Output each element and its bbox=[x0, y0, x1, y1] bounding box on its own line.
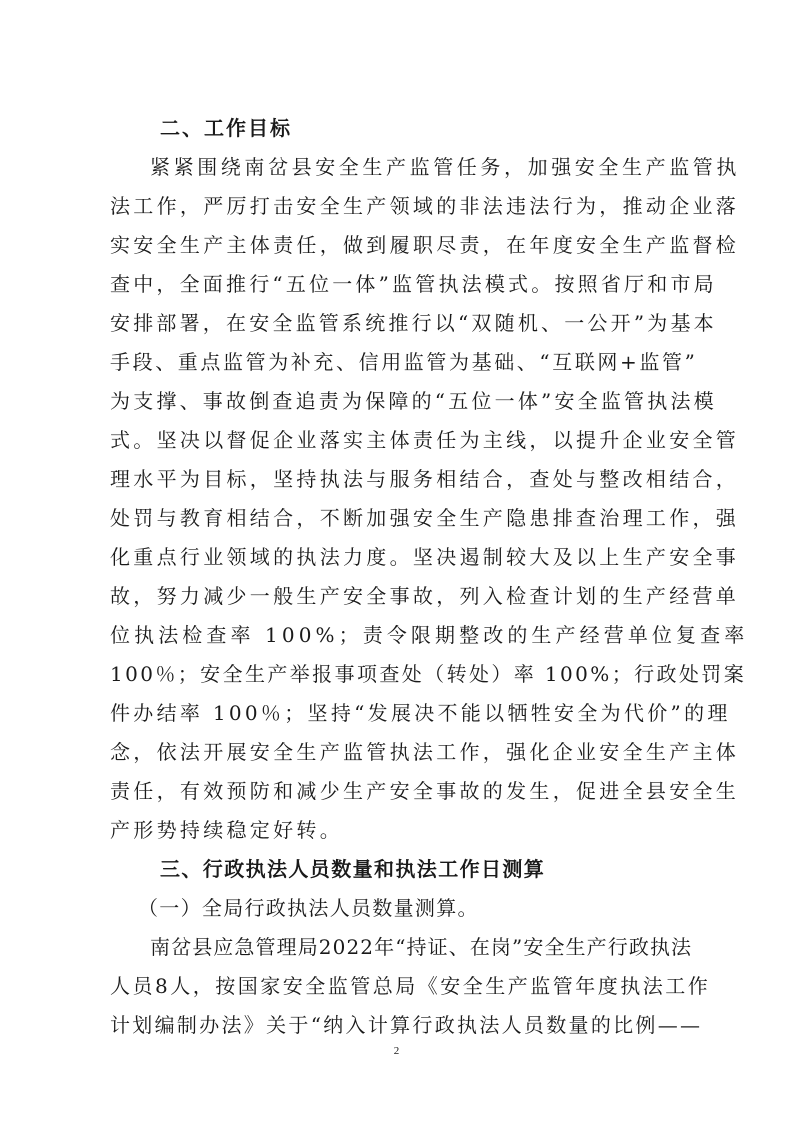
paragraph-line: 理水平为目标，坚持执法与服务相结合，查处与整改相结合， bbox=[110, 467, 740, 491]
paragraph-line: 手段、重点监管为补充、信用监管为基础、“互联网+监管” bbox=[110, 350, 698, 374]
paragraph-line: 产形势持续稳定好转。 bbox=[110, 818, 343, 842]
paragraph-line: 位执法检查率 100%；责令限期整改的生产经营单位复查率 bbox=[110, 623, 749, 647]
paragraph-line: 实安全生产主体责任，做到履职尽责，在年度安全生产监督检 bbox=[110, 233, 740, 257]
paragraph-line: 安排部署，在安全监管系统推行以“双随机、一公开”为基本 bbox=[110, 311, 717, 335]
paragraph-line: 南岔县应急管理局2022年“持证、在岗”安全生产行政执法 bbox=[150, 935, 693, 959]
paragraph-line: 人员8人，按国家安全监管总局《安全生产监管年度执法工作 bbox=[110, 974, 711, 998]
paragraph-line: 法工作，严厉打击安全生产领域的非法违法行为，推动企业落 bbox=[110, 194, 740, 218]
paragraph-line: 处罚与教育相结合，不断加强安全生产隐患排查治理工作，强 bbox=[110, 506, 740, 530]
section-heading-work-goals: 二、工作目标 bbox=[160, 116, 292, 140]
paragraph-line: 件办结率 100％；坚持“发展决不能以牺牲安全为代价”的理 bbox=[110, 701, 731, 725]
paragraph-line: 念，依法开展安全生产监管执法工作，强化企业安全生产主体 bbox=[110, 740, 740, 764]
paragraph-line: 紧紧围绕南岔县安全生产监管任务，加强安全生产监管执 bbox=[150, 155, 740, 179]
paragraph-line: 100％；安全生产举报事项查处（转处）率 100%；行政处罚案 bbox=[110, 662, 747, 686]
page-number: 2 bbox=[393, 1045, 400, 1057]
paragraph-line: 计划编制办法》关于“纳入计算行政执法人员数量的比例—— bbox=[110, 1013, 703, 1037]
paragraph-line: 查中，全面推行“五位一体”监管执法模式。按照省厅和市局 bbox=[110, 272, 717, 296]
paragraph-line: 责任，有效预防和减少生产安全事故的发生，促进全县安全生 bbox=[110, 779, 740, 803]
paragraph-line: 化重点行业领域的执法力度。坚决遏制较大及以上生产安全事 bbox=[110, 545, 740, 569]
paragraph-line: 式。坚决以督促企业落实主体责任为主线，以提升企业安全管 bbox=[110, 428, 740, 452]
paragraph-line: 故，努力减少一般生产安全事故，列入检查计划的生产经营单 bbox=[110, 584, 740, 608]
subsection-heading: （一）全局行政执法人员数量测算。 bbox=[138, 896, 479, 920]
section-heading-enforcement-staff: 三、行政执法人员数量和执法工作日测算 bbox=[160, 857, 546, 881]
paragraph-line: 为支撑、事故倒查追责为保障的“五位一体”安全监管执法模 bbox=[110, 389, 717, 413]
